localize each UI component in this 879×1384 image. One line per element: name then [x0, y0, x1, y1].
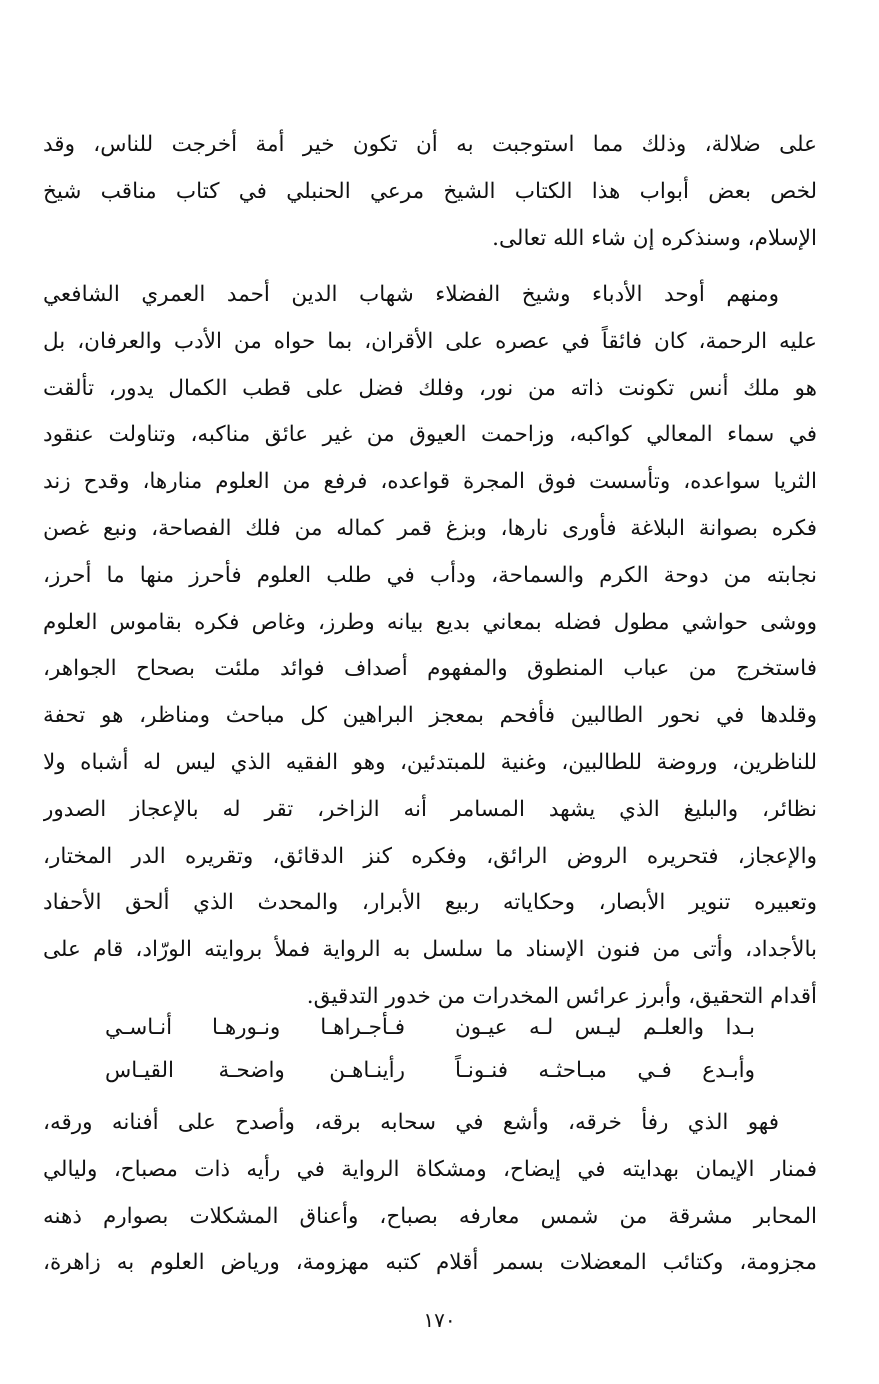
text-line: على ضلالة، وذلك مما استوجبت به أن تكون خير أمة أخرجت للناس، وقد [43, 132, 817, 157]
text-line: فهو الذي رفأ خرقه، وأشع في سحابه برقه، وأصدح على أفنانه ورقه، [43, 1110, 779, 1135]
text-line: نظائر، والبليغ الذي يشهد المسامر أنه الزاخر، تقر له بالإعجاز الصدور [43, 796, 817, 822]
text-line: ومنهم أوحد الأدباء وشيخ الفضلاء شهاب الدين أحمد العمري الشافعي [43, 282, 779, 307]
poem [105, 1006, 755, 1092]
text-line: في سماء المعالي كواكبه، وزاحمت العيوق من غير عائق مناكبه، وتناولت عنقود [43, 422, 817, 448]
text-line: وقلدها في نحور الطالبين فأفحم بمعجز البراهين كل مباحث ومناظر، هو تحفة [43, 703, 817, 729]
text-line: ووشى حواشي مطول فضله بمعاني بديع بيانه وطرز، وغاص فكره بقاموس العلوم [43, 609, 817, 635]
paragraph-3 [43, 1100, 817, 1287]
text-line: بالأجداد، وأتى من فنون الإسناد ما سلسل به الرواية فملأ بروايته الورّاد، قام على [43, 937, 817, 963]
text-line: للناظرين، وروضة للطالبين، وغنية للمبتدئين، وهو الفقيه الذي ليس له أشباه ولا [43, 749, 817, 775]
verse-second-hemistich: رأينـاهـن واضحـة القيـاس [105, 1058, 405, 1083]
text-line: المحابر مشرقة من شمس معارفه بصباح، وأعناق المشكلات بصوارم ذهنه [43, 1203, 817, 1229]
text-line: الإسلام، وسنذكره إن شاء الله تعالى. [492, 225, 817, 251]
text-line: فمنار الإيمان بهدايته في إيضاح، ومشكاة الرواية في رأيه ذات مصباح، وليالي [43, 1156, 817, 1182]
text-line: نجابته من دوحة الكرم والسماحة، ودأب في طلب العلوم فأحرز منها ما أحرز، [43, 562, 817, 588]
text-line: مجزومة، وكتائب المعضلات بسمر أقلام كتبه مهزومة، ورياض العلوم به زاهرة، [43, 1250, 817, 1276]
text-line: والإعجاز، فتحريره الروض الرائق، وفكره كنز الدقائق، وتقريره الدر المختار، [43, 843, 817, 869]
verse-first-hemistich: بـدا والعلـم ليـس لـه عيـون [455, 1015, 755, 1040]
paragraph-1 [43, 122, 817, 262]
text-line: فكره بصوانة البلاغة فأورى نارها، وبزغ قمر كماله من فلك الفصاحة، ونبع غصن [43, 515, 817, 541]
text-line: وتعبيره تنوير الأبصار، وحكاياته ربيع الأبرار، والمحدث الذي ألحق الأحفاد [43, 890, 817, 916]
poem-verse [105, 1049, 755, 1092]
verse-second-hemistich: فـأجـراهـا ونـورهـا أنـاسـي [105, 1015, 405, 1040]
poem-verse [105, 1006, 755, 1049]
paragraph-2 [43, 272, 817, 1021]
text-line: لخص بعض أبواب هذا الكتاب الشيخ مرعي الحنبلي في كتاب مناقب شيخ [43, 178, 817, 204]
page-number: ١٧٠ [423, 1308, 456, 1332]
text-line: هو ملك أنس تكونت ذاته من نور، وفلك فضل على قطب الكمال يدور، تألقت [43, 375, 817, 401]
text-line: أقدام التحقيق، وأبرز عرائس المخدرات من خدور التدقيق. [306, 983, 817, 1009]
text-line: الثريا سواعده، وتأسست فوق المجرة قواعده، فرفع من العلوم منارها، وقدح زند [43, 469, 817, 495]
verse-first-hemistich: وأبـدع فـي مبـاحثـه فنـونـاً [455, 1058, 755, 1083]
text-line: عليه الرحمة، كان فائقاً في عصره على الأقران، بما حواه من الأدب والعرفان، بل [43, 328, 817, 354]
text-line: فاستخرج من عباب المنطوق والمفهوم أصداف فوائد ملئت بصحاح الجواهر، [43, 656, 817, 682]
